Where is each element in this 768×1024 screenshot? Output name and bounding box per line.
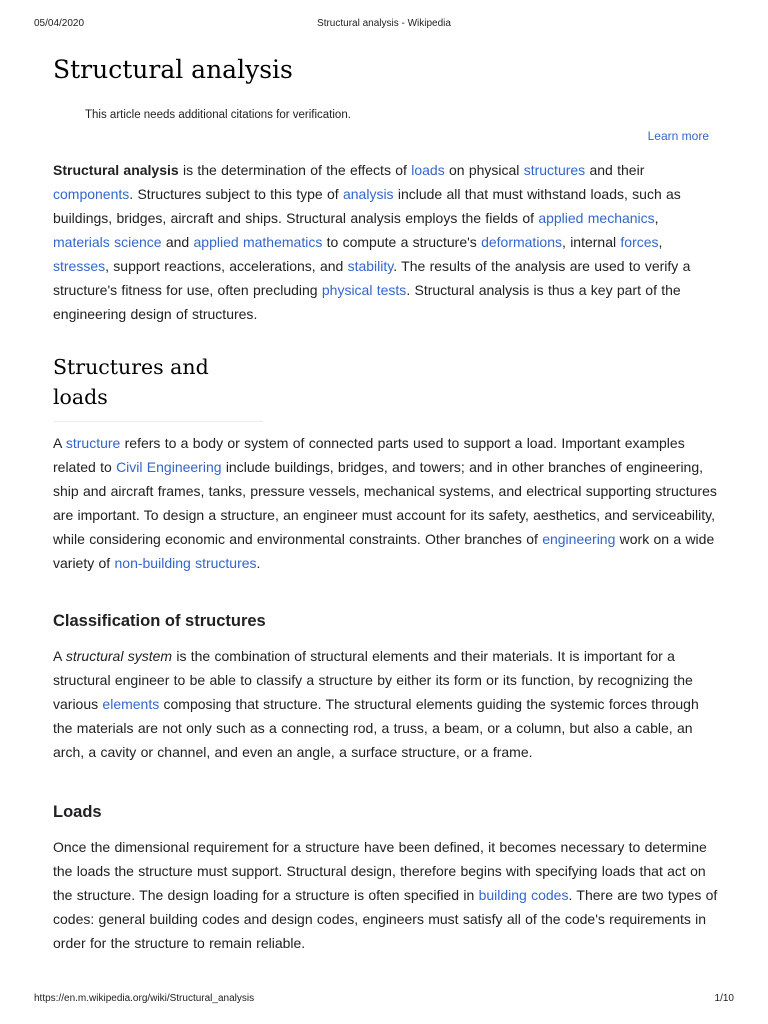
link-building-codes[interactable]: building codes (478, 887, 569, 903)
link-analysis[interactable]: analysis (342, 186, 394, 202)
print-title: Structural analysis - Wikipedia (317, 18, 451, 29)
link-deformations[interactable]: deformations (481, 234, 563, 250)
link-stability[interactable]: stability (347, 258, 394, 274)
structures-paragraph: A structure refers to a body or system of connected parts used to support a load. Important examples related to Civil Engineering include buildings, bridges, and towers; and in other branches of engineering, ship and aircraft frames, tanks, pressure vessels, mechanical systems, and electrical supporting structures are important. To design a structure, an engineer must account for its safety, aesthetics, and serviceability, while considering economic and environmental constraints. Other branches of engineering work on a wide variety of non-building structures. (53, 435, 717, 571)
print-date: 05/04/2020 (34, 18, 85, 29)
link-non-building-structures[interactable]: non-building structures (114, 555, 257, 571)
link-structure[interactable]: structure (65, 435, 121, 451)
link-loads[interactable]: loads (411, 162, 445, 178)
page-title: Structural analysis (53, 55, 293, 84)
link-components[interactable]: components (53, 186, 130, 202)
link-forces[interactable]: forces (620, 234, 659, 250)
citation-notice: This article needs additional citations for verification. (85, 109, 351, 121)
print-header (34, 18, 734, 29)
classification-paragraph: A structural system is the combination of structural elements and their materials. It is important for a structural engineer to be able to classify a structure by either its form or its function, by recognizing the various elements composing that structure. The structural elements guiding the systemic forces through the materials are not only such as a connecting rod, a truss, a beam, or a column, but also a cable, an arch, a cavity or channel, and even an angle, a surface structure, or a frame. (53, 648, 699, 760)
print-page-number: 1/10 (714, 993, 734, 1004)
print-url: https://en.m.wikipedia.org/wiki/Structural_analysis (34, 993, 255, 1004)
link-applied-mathematics[interactable]: applied mathematics (193, 234, 323, 250)
section-heading-structures-and-loads: Structures and loads (53, 352, 263, 422)
article-content (53, 52, 719, 955)
link-applied-mechanics[interactable]: applied mechanics (538, 210, 655, 226)
print-footer (34, 993, 734, 1004)
link-physical-tests[interactable]: physical tests (321, 282, 407, 298)
subheading-classification: Classification of structures (53, 612, 266, 630)
link-elements[interactable]: elements (102, 696, 160, 712)
link-structures[interactable]: structures (523, 162, 586, 178)
intro-paragraph: Structural analysis is the determination of the effects of loads on physical structures and their components. Structures subject to this type of analysis include all that must withstand loads, such as buildings, bridges, aircraft and ships. Structural analysis employs the fields of applied mechanics, materials science and applied mathematics to compute a structure's deformations, internal forces, stresses, support reactions, accelerations, and stability. The results of the analysis are used to verify a structure's fitness for use, often precluding physical tests. Structural analysis is thus a key part of the engineering design of structures. (53, 162, 691, 322)
structural-system-term: structural system (65, 648, 173, 664)
link-engineering-design[interactable]: engineering design of structures (53, 306, 254, 322)
link-engineering[interactable]: engineering (542, 531, 616, 547)
subheading-loads: Loads (53, 803, 102, 821)
link-stresses[interactable]: stresses (53, 258, 106, 274)
loads-paragraph: Once the dimensional requirement for a structure have been defined, it becomes necessary to determine the loads the structure must support. Structural design, therefore begins with specifying loads that act on the structure. The design loading for a structure is often specified in building codes. There are two types of codes: general building codes and design codes, engineers must satisfy all of the code's requirements in order for the structure to remain reliable. (53, 839, 718, 951)
intro-bold-term: Structural analysis (53, 162, 179, 178)
link-materials-science[interactable]: materials science (53, 234, 162, 250)
link-civil-engineering[interactable]: Civil Engineering (116, 459, 222, 475)
learn-more-link[interactable]: Learn more (647, 129, 709, 143)
